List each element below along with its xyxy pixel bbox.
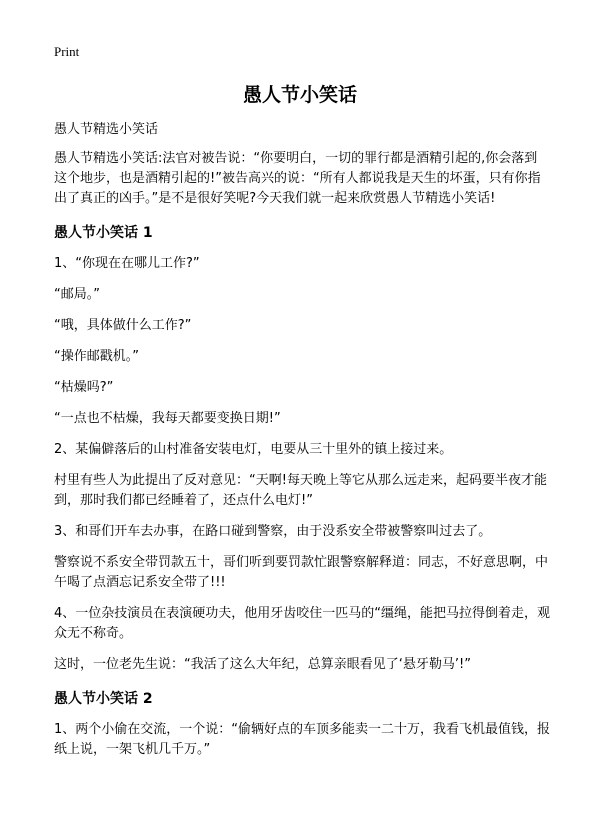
article-intro: 愚人节精选小笑话:法官对被告说：“你要明白，一切的罪行都是酒精引起的,你会落到这个地步，也是酒精引起的!”被告高兴的说：“所有人都说我是天生的坏蛋，只有你指出了真正的凶手。”是不是很好笑呢?今天我们就一起来欣赏愚人节精选小笑话! (54, 151, 541, 206)
page-title: 愚人节小笑话 (242, 84, 357, 106)
joke-paragraph: “枯燥吗?” (54, 380, 114, 395)
joke-paragraph: 1、“你现在在哪儿工作?” (54, 256, 200, 271)
joke-paragraph: “邮局。” (54, 287, 100, 302)
section-heading-1: 愚人节小笑话 1 (54, 225, 153, 241)
joke-paragraph: 警察说不系安全带罚款五十，哥们听到要罚款忙跟警察解释道：同志，不好意思啊，中午喝了点酒忘记系安全带了!!! (54, 555, 549, 590)
joke-paragraph: 1、两个小偷在交流，一个说：“偷辆好点的车顶多能卖一二十万，我看飞机最值钱，报纸上说，一架飞机几千万。” (54, 722, 551, 757)
joke-paragraph: 4、一位杂技演员在表演硬功夫，他用牙齿咬住一匹马的“缰绳，能把马拉得倒着走，观众无不称奇。 (54, 606, 551, 641)
joke-paragraph: “操作邮戳机。” (54, 349, 139, 364)
article-subtitle: 愚人节精选小笑话 (54, 122, 159, 137)
joke-paragraph: “一点也不枯燥，我每天都要变换日期!” (54, 411, 281, 426)
section-heading-2: 愚人节小笑话 2 (54, 691, 153, 707)
article-body (54, 120, 550, 771)
joke-paragraph: “哦，具体做什么工作?” (54, 318, 192, 333)
joke-paragraph: 3、和哥们开车去办事，在路口碰到警察，由于没系安全带被警察叫过去了。 (54, 524, 492, 539)
joke-paragraph: 这时，一位老先生说：“我活了这么大年纪，总算亲眼看见了‘悬牙勒马’!” (54, 657, 471, 672)
joke-paragraph: 村里有些人为此提出了反对意见：“天啊!每天晚上等它从那么远走来，起码要半夜才能到，那时我们都已经睡着了，还点什么电灯!” (54, 473, 547, 508)
joke-paragraph: 2、某偏僻落后的山村准备安装电灯，电要从三十里外的镇上接过来。 (54, 442, 453, 457)
print-link[interactable]: Print (54, 44, 80, 59)
